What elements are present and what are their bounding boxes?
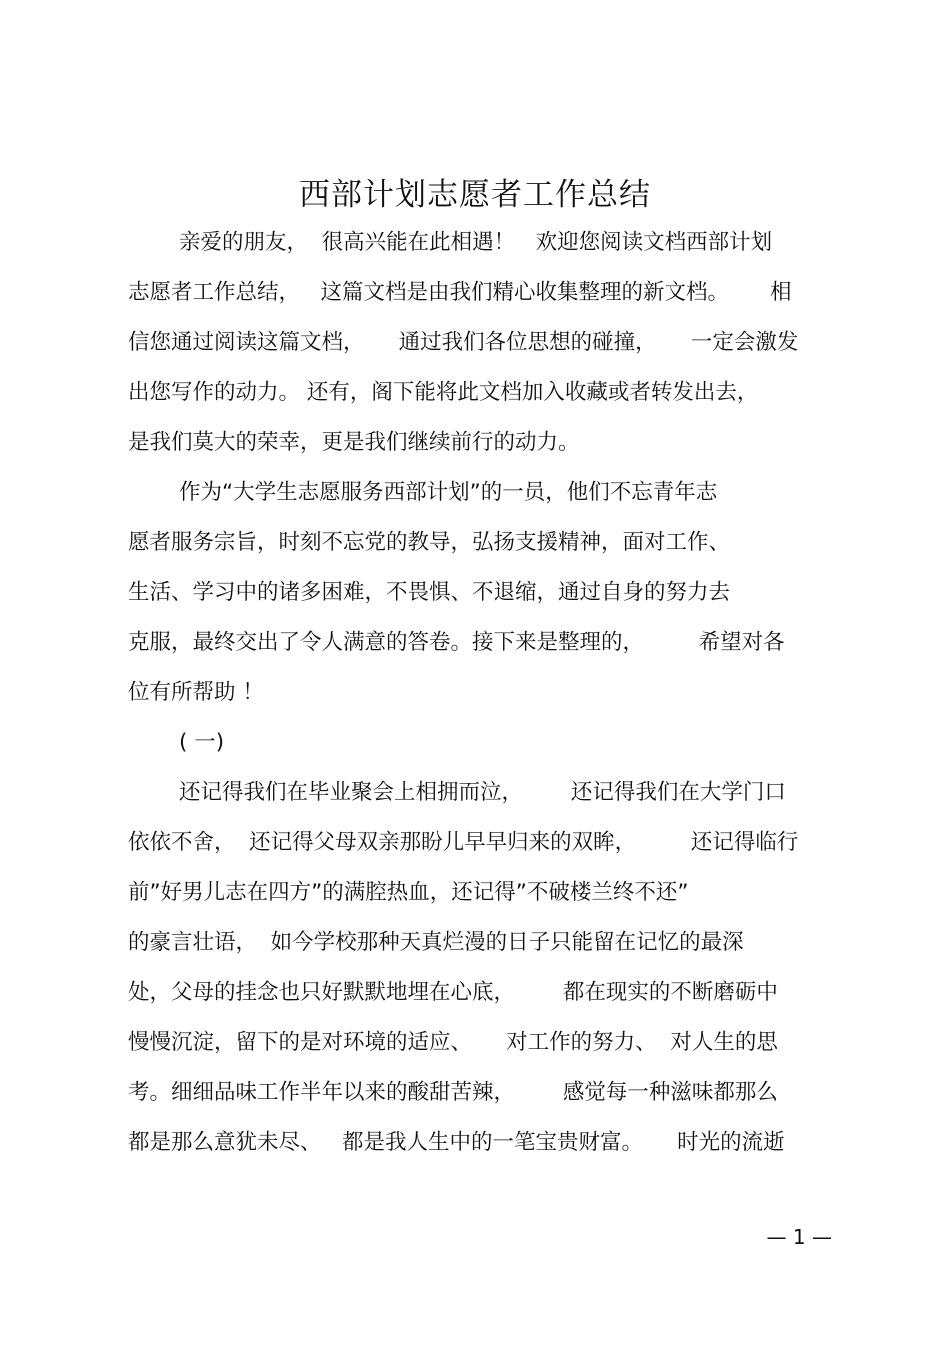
intro-line-3: 信您通过阅读这篇文档， 通过我们各位思想的碰撞， 一定会激发 — [128, 330, 799, 355]
para3-line-5: 处，父母的挂念也只好默默地埋在心底， 都在现实的不断磨砺中 — [128, 980, 778, 1005]
para3-line-1: 还记得我们在毕业聚会上相拥而泣， 还记得我们在大学门口 — [179, 780, 786, 805]
para3-line-8: 都是那么意犹未尽、 都是我人生中的一笔宝贵财富。 时光的流逝 — [128, 1130, 785, 1155]
para3-line-3: 前”好男儿志在四方”的满腔热血，还记得”不破楼兰终不还” — [128, 880, 689, 905]
page-number: — 1 — — [766, 1225, 832, 1249]
intro-line-2: 志愿者工作总结， 这篇文档是由我们精心收集整理的新文档。 相 — [128, 280, 792, 305]
para3-line-7: 考。细细品味工作半年以来的酸甜苦辣， 感觉每一种滋味都那么 — [128, 1080, 778, 1105]
section-heading: ( 一) — [179, 730, 225, 755]
document-title: 西部计划志愿者工作总结 — [299, 177, 651, 213]
para3-line-4: 的豪言壮语， 如今学校那种天真烂漫的日子只能留在记忆的最深 — [128, 930, 744, 955]
para2-line-3: 生活、学习中的诸多困难，不畏惧、不退缩，通过自身的努力去 — [128, 580, 731, 605]
intro-line-5: 是我们莫大的荣幸，更是我们继续前行的动力。 — [128, 430, 580, 455]
para2-line-5: 位有所帮助 ！ — [128, 680, 264, 705]
para2-line-4: 克服，最终交出了令人满意的答卷。接下来是整理的， 希望对各 — [128, 630, 785, 655]
intro-line-4: 出您写作的动力。 还有，阁下能将此文档加入收藏或者转发出去， — [128, 380, 759, 405]
para2-line-2: 愿者服务宗旨，时刻不忘党的教导，弘扬支援精神，面对工作、 — [128, 530, 731, 555]
intro-line-1: 亲爱的朋友， 很高兴能在此相遇！ 欢迎您阅读文档西部计划 — [179, 230, 773, 255]
para2-line-1: 作为“大学生志愿服务西部计划”的一员，他们不忘青年志 — [179, 480, 718, 505]
para3-line-6: 慢慢沉淀，留下的是对环境的适应、 对工作的努力、 对人生的思 — [128, 1030, 778, 1055]
para3-line-2: 依依不舍， 还记得父母双亲那盼儿早早归来的双眸， 还记得临行 — [128, 830, 799, 855]
